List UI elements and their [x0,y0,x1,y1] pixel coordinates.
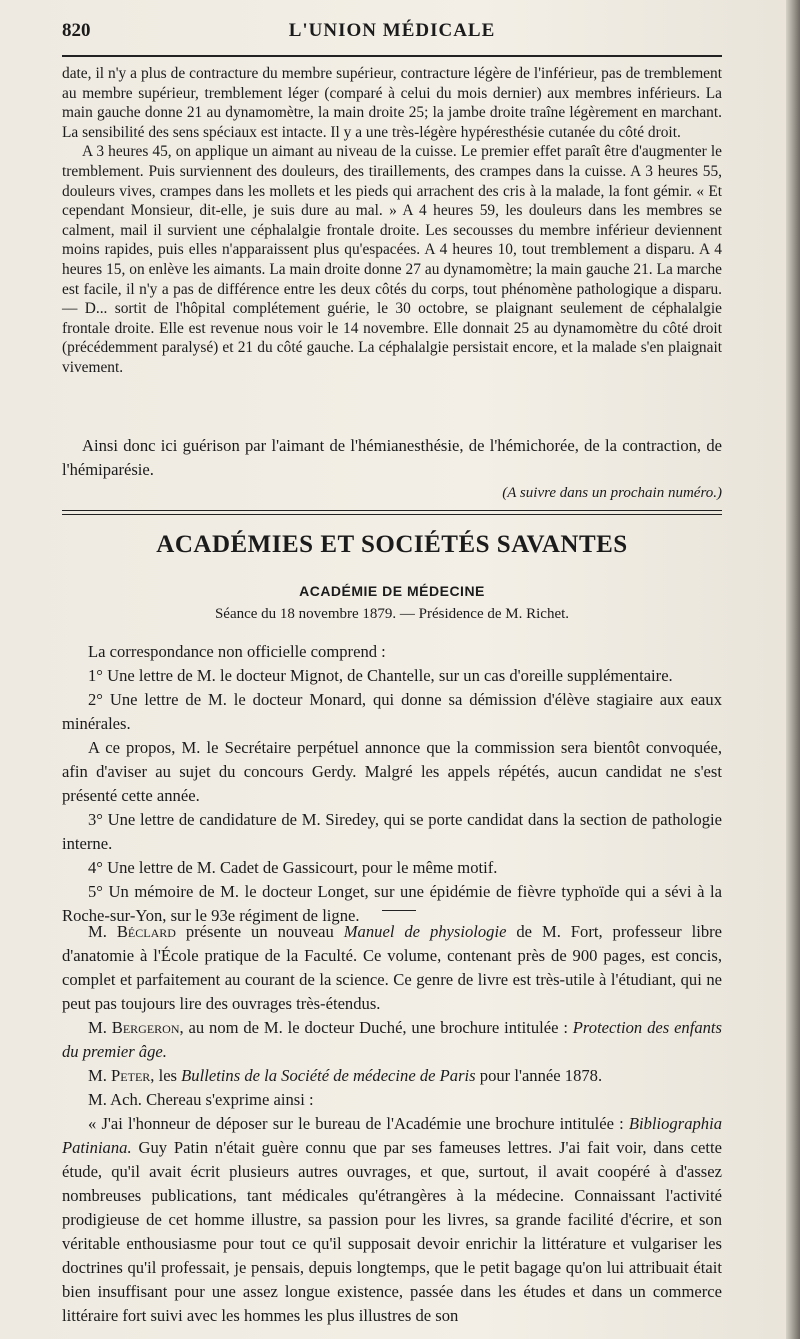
presentation-peter [62,1064,722,1088]
correspondance-item: 4° Une lettre de M. Cadet de Gassicourt, pour le même motif. [88,858,498,877]
quote-paragraph [62,1112,722,1328]
presentation-beclard [62,920,722,1016]
correspondance-item: 5° Un mémoire de M. le docteur Longet, sur une épidémie de fièvre typhoïde qui a sévi à la Roche-sur-Yon, sur le 93e régiment de ligne. [62,882,722,925]
presentation-chereau: M. Ach. Chereau s'exprime ainsi : [88,1090,314,1109]
book-title: Bibliographia Patiniana. [62,1114,722,1157]
book-title: Manuel de physiologie [343,922,507,941]
presentations [62,920,722,1328]
correspondance-item: 1° Une lettre de M. le docteur Mignot, de Chantelle, sur un cas d'oreille supplémentaire. [88,666,673,685]
page-number: 820 [62,20,91,41]
section-subtitle: ACADÉMIE DE MÉDECINE [299,583,485,599]
presentation-text: , les [150,1066,182,1085]
presentation-text: de M. Fort, professeur libre d'anatomie à l'École pratique de la Faculté. Ce volume, contenant près de 900 pages, est concis, complet et parfaitement au courant de la science. Ce genre de livre est très-utile à l'étudiant, qui ne peut pas toujours lire des ouvrages très-étendus. [62,922,723,1013]
presentation-text: , au nom de M. le docteur Duché, une brochure intitulée : [179,1018,573,1037]
presentation-bergeron [62,1016,722,1064]
continuation-note: (A suivre dans un prochain numéro.) [502,485,722,501]
conclusion-text: Ainsi donc ici guérison par l'aimant de l'hémianesthésie, de l'hémichorée, de la contraction, de l'hémiparésie. [62,436,722,479]
presentation-text: présente un nouveau [175,922,344,941]
running-title: L'UNION MÉDICALE [288,20,496,41]
speaker-name: M. Bergeron [88,1018,180,1037]
observation-paragraph: A 3 heures 45, on applique un aimant au niveau de la cuisse. Le premier effet paraît être d'augmenter le tremblement. Puis surviennent des douleurs, des tiraillements, des crampes dans la cuisse. A 3 heures 55, douleurs vives, crampes dans les mollets et les pieds qui arrachent des cris à la malade, la font gémir. « Et cependant Monsieur, dit-elle, je suis dure au mal. » A 4 heures 59, les douleurs dans les membres se calment, mail il survient une céphalalgie frontale droite. Les secousses du membre inférieur deviennent moins rapides, puis elles n'apparaissent plus qu'espacées. A 4 heures 10, tout tremblement a disparu. A 4 heures 15, on enlève les aimants. La main droite donne 27 au dynamomètre; la main gauche 21. La marche est facile, il n'y a pas de différence entre les deux côtés du corps, tout phénomène pathologique a disparu. — D... sortit de l'hôpital complétement guérie, le 30 octobre, se plaignant seulement de céphalalgie frontale droite. Elle est revenue nous voir le 14 novembre. Elle donnait 25 au dynamomètre du côté droit (précédemment paralysé) et 21 du côté gauche. La céphalalgie persistait encore, et la malade s'en plaignait vivement. [62,143,722,376]
correspondance-item: 2° Une lettre de M. le docteur Monard, qui donne sa démission d'élève stagiaire aux eaux minérales. [62,690,722,733]
page-header [62,18,722,52]
speaker-name: M. Peter [88,1066,151,1085]
conclusion [62,434,722,504]
quote-text: « J'ai l'honneur de déposer sur le bureau de l'Académie une brochure intitulée : [88,1114,629,1133]
section-title: ACADÉMIES ET SOCIÉTÉS SAVANTES [156,531,628,558]
quote-text: Guy Patin n'était guère connu que par ses fameuses lettres. J'ai fait voir, dans cette étude, qu'il avait écrit plusieurs autres ouvrages, et que, surtout, il avait coopéré à d'assez nombreuses publications, tant médicales qu'étrangères à la médecine. Connaissant l'activité prodigieuse de cet homme illustre, sa passion pour les livres, sa grande facilité d'écrire, et son véritable enthousiasme pour tout ce qu'il supposait devoir enrichir la littérature et vulgariser les doctrines qu'il professait, je pensais, depuis longtemps, que le petit bagage qu'on lui attribuait était bien insuffisant pour une assez longue existence, passée dans les études et dans un commerce littéraire fort suivi avec les hommes les plus illustres de son [62,1138,722,1325]
seance-line: Séance du 18 novembre 1879. — Présidence de M. Richet. [214,606,570,622]
page-edge [786,0,800,1339]
correspondance-intro: La correspondance non officielle comprend : [88,642,386,661]
correspondance [62,640,722,928]
observation-paragraph: date, il n'y a plus de contracture du membre supérieur, contracture légère de l'inférieur, pas de tremblement au membre supérieur, tremblement léger (comparé à celui du mois dernier) aux membres inférieurs. La main gauche donne 21 au dynamomètre, la main droite 25; la jambe droite traîne légèrement en marchant. La sensibilité des sens spéciaux est intacte. Il y a une très-légère hypéresthésie cutanée du côté droit. [62,65,722,141]
correspondance-note: A ce propos, M. le Secrétaire perpétuel annonce que la commission sera bientôt convoquée, afin d'aviser au sujet du concours Gerdy. Malgré les appels répétés, aucun candidat ne s'est présenté cette année. [62,738,722,805]
header-rule [62,55,722,57]
correspondance-item: 3° Une lettre de candidature de M. Siredey, qui se porte candidat dans la section de pathologie interne. [62,810,722,853]
separator-dash [382,910,416,911]
section-rule-top [62,510,722,511]
section-rule-bottom [62,514,722,515]
presentation-text: pour l'année 1878. [475,1066,603,1085]
speaker-name: M. Béclard [88,922,176,941]
book-title: Protection des enfants du premier âge. [62,1018,722,1061]
book-title: Bulletins de la Société de médecine de Paris [181,1066,476,1085]
observation-text [62,64,722,378]
